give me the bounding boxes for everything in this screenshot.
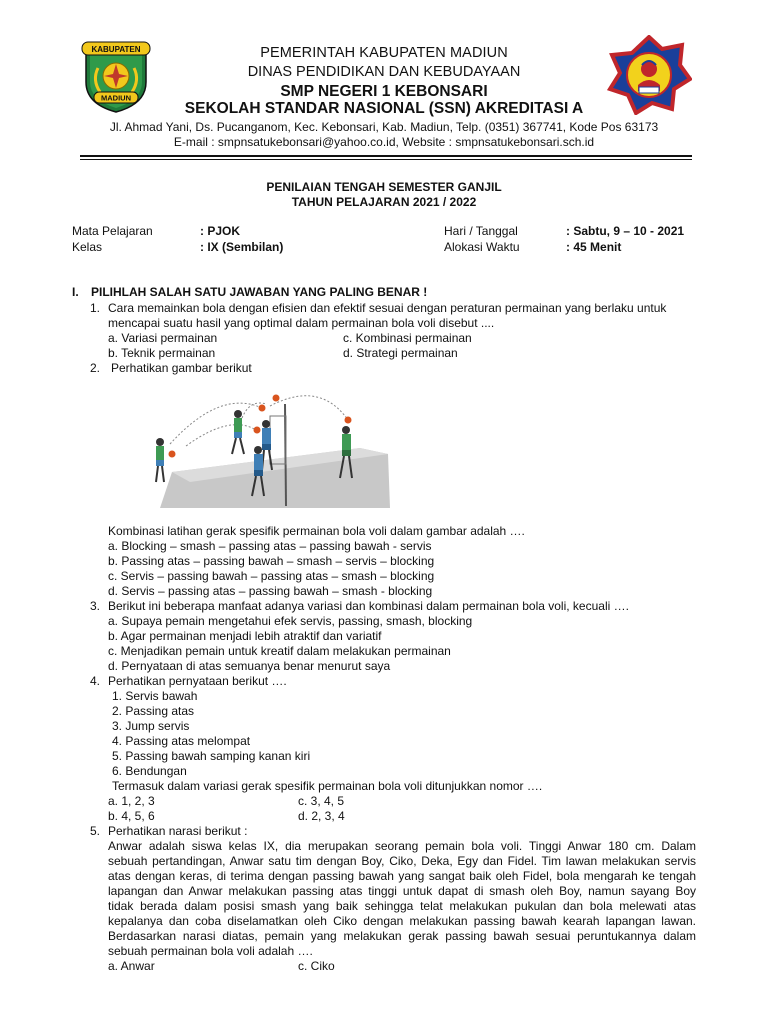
q3-option-a: a. Supaya pemain mengetahui efek servis, passing, smash, blocking xyxy=(108,614,473,628)
q5-narrative-line: Anwar adalah siswa kelas IX, dia merupakan seorang pemain bola voli. Tinggi Anwar 180 cm. Dalam xyxy=(108,839,696,853)
ball xyxy=(254,427,261,434)
ball xyxy=(259,405,266,412)
q5-narrative-line: tidak berada dalam posisi smash yang baik sehingga telat melakukan pukulan dan bola melewati atas xyxy=(108,899,696,913)
subject-value: : PJOK xyxy=(200,224,241,238)
q5-narrative-line: lapangan dan Anwar melakukan passing atas tinggi untuk dapat di smash oleh Boy, namun sayang Boy xyxy=(108,884,696,898)
q3-number: 3. xyxy=(90,599,101,613)
ball xyxy=(273,395,280,402)
q4-number: 4. xyxy=(90,674,101,688)
q5-last-line: sebuah permainan bola voli adalah …. xyxy=(108,944,313,958)
q3-option-c: c. Menjadikan pemain untuk kreatif dalam melakukan permainan xyxy=(108,644,451,658)
player-figure xyxy=(156,438,164,482)
header-contact: E-mail : smpnsatukebonsari@yahoo.co.id, Website : smpnsatukebonsari.sch.id xyxy=(173,135,595,149)
header-department: DINAS PENDIDIKAN DAN KEBUDAYAAN xyxy=(247,64,521,80)
q4-question: Termasuk dalam variasi gerak spesifik permainan bola voli ditunjukkan nomor …. xyxy=(112,779,543,793)
q1-line1: Cara memainkan bola dengan efisien dan efektif sesuai dengan peraturan permainan yang berlaku untuk xyxy=(108,301,667,315)
q2-option-d: d. Servis – passing atas – passing bawah – smash - blocking xyxy=(108,584,433,598)
q5-narrative-line: Berdasarkan narasi diatas, pemain yang melakukan gerak passing bawah sesuai peruntukannya dalam xyxy=(108,929,696,943)
subject-label: Mata Pelajaran xyxy=(72,224,153,238)
q5-narrative-line: sebuah pertandingan, Anwar satu tim dengan Boy, Ciko, Deka, Egy dan Fidel. Tim lawan melakukan servis xyxy=(108,854,696,868)
logo-left-bottom-text: MADIUN xyxy=(101,93,131,103)
header-government: PEMERINTAH KABUPATEN MADIUN xyxy=(260,45,508,61)
q2-option-a: a. Blocking – smash – passing atas – passing bawah - servis xyxy=(108,539,432,553)
date-label: Hari / Tanggal xyxy=(444,224,518,238)
kabupaten-madiun-logo xyxy=(80,38,152,114)
section-number: I. xyxy=(72,285,79,299)
q4-option-d: d. 2, 3, 4 xyxy=(298,809,345,823)
q1-option-c: c. Kombinasi permainan xyxy=(343,331,472,345)
class-value: : IX (Sembilan) xyxy=(200,240,284,254)
q4-intro: Perhatikan pernyataan berikut …. xyxy=(108,674,287,688)
q5-narrative-line: kepalanya dan coba diselamatkan oleh Ciko dengan melakukan passing bawah kearah lapangan lawan. xyxy=(108,914,696,928)
q4-option-c: c. 3, 4, 5 xyxy=(298,794,345,808)
q3-question: Berikut ini beberapa manfaat adanya variasi dan kombinasi dalam permainan bola voli, kecuali …. xyxy=(108,599,629,613)
logo-left-top-text: KABUPATEN xyxy=(91,45,141,54)
q5-narrative-line: atas dengan keras, di terima dengan passing bawah yang sangat baik oleh Fidel, bola mengarah ke tengah xyxy=(108,869,696,883)
q5-option-c: c. Ciko xyxy=(298,959,335,973)
q5-number: 5. xyxy=(90,824,101,838)
q3-option-b: b. Agar permainan menjadi lebih atraktif dan variatif xyxy=(108,629,382,643)
header-accreditation: SEKOLAH STANDAR NASIONAL (SSN) AKREDITASI A xyxy=(184,100,584,117)
header-rule-thin xyxy=(80,159,692,160)
q5-intro: Perhatikan narasi berikut : xyxy=(108,824,248,838)
q2-intro: Perhatikan gambar berikut xyxy=(111,361,252,375)
q2-option-c: c. Servis – passing bawah – passing atas – smash – blocking xyxy=(108,569,435,583)
q4-item: 1. Servis bawah xyxy=(112,689,198,703)
q1-option-b: b. Teknik permainan xyxy=(108,346,216,360)
q4-item: 5. Passing bawah samping kanan kiri xyxy=(112,749,311,763)
q4-item: 2. Passing atas xyxy=(112,704,195,718)
header-rule-thick xyxy=(80,155,692,157)
net xyxy=(270,416,286,464)
date-value: : Sabtu, 9 – 10 - 2021 xyxy=(566,224,685,238)
class-label: Kelas xyxy=(72,240,103,254)
school-emblem-logo xyxy=(606,35,692,115)
volleyball-illustration xyxy=(150,384,392,510)
q4-option-a: a. 1, 2, 3 xyxy=(108,794,155,808)
time-value: : 45 Menit xyxy=(566,240,622,254)
q4-option-b: b. 4, 5, 6 xyxy=(108,809,155,823)
q2-number: 2. xyxy=(90,361,101,375)
q2-question: Kombinasi latihan gerak spesifik permainan bola voli dalam gambar adalah …. xyxy=(108,524,525,538)
q1-number: 1. xyxy=(90,301,101,315)
exam-year: TAHUN PELAJARAN 2021 / 2022 xyxy=(291,195,477,209)
q2-option-b: b. Passing atas – passing bawah – smash – servis – blocking xyxy=(108,554,435,568)
time-label: Alokasi Waktu xyxy=(444,240,520,254)
q1-option-a: a. Variasi permainan xyxy=(108,331,218,345)
header-school-name: SMP NEGERI 1 KEBONSARI xyxy=(280,83,488,100)
section-title: PILIHLAH SALAH SATU JAWABAN YANG PALING BENAR ! xyxy=(91,285,428,299)
exam-title: PENILAIAN TENGAH SEMESTER GANJIL xyxy=(266,180,502,194)
q4-item: 3. Jump servis xyxy=(112,719,190,733)
ball xyxy=(169,451,176,458)
header-address: Jl. Ahmad Yani, Ds. Pucanganom, Kec. Kebonsari, Kab. Madiun, Telp. (0351) 367741, Kode Pos 63173 xyxy=(109,120,659,134)
q3-option-d: d. Pernyataan di atas semuanya benar menurut saya xyxy=(108,659,391,673)
q1-line2: mencapai suatu hasil yang optimal dalam permainan bola voli disebut .... xyxy=(108,316,495,330)
q1-option-d: d. Strategi permainan xyxy=(343,346,458,360)
ball xyxy=(345,417,352,424)
q4-item: 6. Bendungan xyxy=(112,764,187,778)
q4-item: 4. Passing atas melompat xyxy=(112,734,251,748)
q5-option-a: a. Anwar xyxy=(108,959,155,973)
